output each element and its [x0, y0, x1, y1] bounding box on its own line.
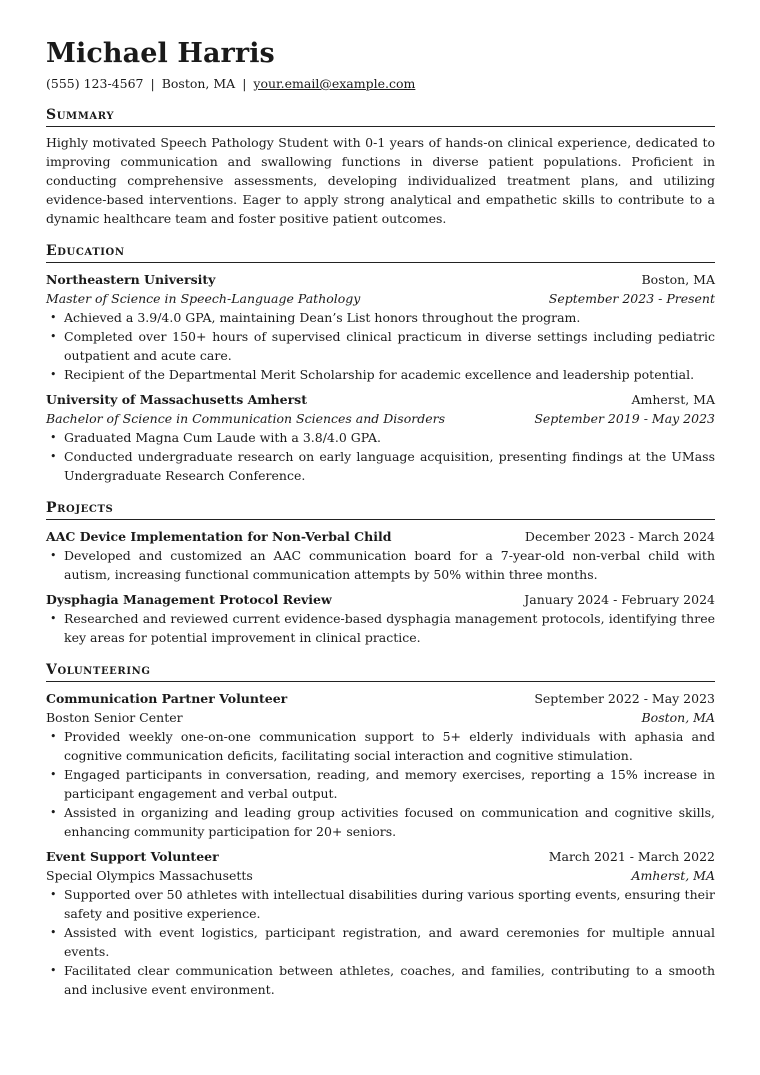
- list-item: [46, 961, 715, 999]
- entry-dates: September 2023 - Present: [548, 291, 715, 306]
- volunteer-entry: [46, 689, 715, 841]
- bullet-text: Assisted in organizing and leading group activities focused on communication and cognitive skills, enhancing community participation for 20+ seniors.: [64, 805, 715, 839]
- bullet-text: Researched and reviewed current evidence-based dysphagia management protocols, identifying three key areas for potential improvement in clinical practice.: [64, 611, 715, 645]
- bullet-list: [46, 609, 715, 647]
- entry-dates: September 2022 - May 2023: [534, 691, 715, 706]
- project-name: Dysphagia Management Protocol Review: [46, 592, 332, 607]
- resume-page: [46, 38, 715, 999]
- summary-text: Highly motivated Speech Pathology Student with 0-1 years of hands-on clinical experience, dedicated to improving communication and swallowing functions in diverse patient populations. Proficient in conducting comprehensive assessments, developing individualized treatment plans, and utilizing evidence-based interventions. Eager to apply strong analytical and empathetic skills to contribute to a dynamic healthcare team and foster positive patient outcomes.: [46, 135, 715, 226]
- education-section: [46, 242, 715, 485]
- entry-header-row: [46, 527, 715, 546]
- project-name: AAC Device Implementation for Non-Verbal Child: [46, 529, 392, 544]
- education-entry: [46, 270, 715, 384]
- resume-name: Michael Harris: [46, 38, 275, 69]
- degree-name: Bachelor of Science in Communication Sciences and Disorders: [46, 411, 446, 426]
- bullet-text: Completed over 150+ hours of supervised clinical practicum in diverse settings including pediatric outpatient and acute care.: [64, 329, 715, 363]
- entry-subheader-row: [46, 866, 715, 885]
- bullet-text: Engaged participants in conversation, reading, and memory exercises, reporting a 15% increase in participant engagement and verbal output.: [64, 767, 715, 801]
- volunteer-location: Boston, MA: [641, 710, 715, 725]
- bullet-list: [46, 428, 715, 485]
- entry-subheader-row: [46, 409, 715, 428]
- bullet-text: Achieved a 3.9/4.0 GPA, maintaining Dean’s List honors throughout the program.: [64, 310, 581, 325]
- bullet-list: [46, 727, 715, 841]
- contact-location: Boston, MA: [161, 76, 236, 91]
- school-name: University of Massachusetts Amherst: [46, 392, 307, 407]
- bullet-text: Developed and customized an AAC communication board for a 7-year-old non-verbal child with autism, increasing functional communication attempts by 50% within three months.: [64, 548, 715, 582]
- entry-dates: September 2019 - May 2023: [534, 411, 715, 426]
- volunteer-entry: [46, 847, 715, 999]
- degree-name: Master of Science in Speech-Language Pathology: [46, 291, 361, 306]
- list-item: [46, 365, 715, 384]
- bullet-text: Assisted with event logistics, participant registration, and award ceremonies for multiple annual events.: [64, 925, 715, 959]
- summary-section: [46, 106, 715, 228]
- bullet-icon: •: [50, 888, 57, 901]
- volunteer-organization: Special Olympics Massachusetts: [46, 868, 253, 883]
- phone-number: (555) 123-4567: [46, 76, 144, 91]
- email-link[interactable]: your.email@example.com: [253, 76, 416, 91]
- bullet-icon: •: [50, 450, 57, 463]
- volunteering-heading: Volunteering: [46, 661, 715, 682]
- volunteer-role: Event Support Volunteer: [46, 849, 219, 864]
- entry-header-row: [46, 270, 715, 289]
- projects-heading: Projects: [46, 499, 715, 520]
- bullet-icon: •: [50, 926, 57, 939]
- volunteer-location: Amherst, MA: [631, 868, 715, 883]
- list-item: [46, 923, 715, 961]
- bullet-text: Recipient of the Departmental Merit Scholarship for academic excellence and leadership potential.: [64, 367, 695, 382]
- bullet-text: Conducted undergraduate research on early language acquisition, presenting findings at the UMass Undergraduate Research Conference.: [64, 449, 715, 483]
- list-item: [46, 609, 715, 647]
- school-name: Northeastern University: [46, 272, 216, 287]
- bullet-text: Supported over 50 athletes with intellectual disabilities during various sporting events, ensuring their safety and positive experience.: [64, 887, 715, 921]
- bullet-icon: •: [50, 964, 57, 977]
- contact-separator: |: [150, 76, 155, 91]
- bullet-text: Facilitated clear communication between athletes, coaches, and families, contributing to a smooth and inclusive event environment.: [64, 963, 715, 997]
- summary-heading: Summary: [46, 106, 715, 127]
- list-item: [46, 803, 715, 841]
- bullet-icon: •: [50, 330, 57, 343]
- entry-subheader-row: [46, 708, 715, 727]
- volunteering-section: [46, 661, 715, 999]
- entry-subheader-row: [46, 289, 715, 308]
- contact-separator: |: [242, 76, 247, 91]
- list-item: [46, 727, 715, 765]
- entry-header-row: [46, 590, 715, 609]
- list-item: [46, 428, 715, 447]
- volunteer-organization: Boston Senior Center: [46, 710, 183, 725]
- school-location: Amherst, MA: [631, 392, 715, 407]
- bullet-icon: •: [50, 549, 57, 562]
- list-item: [46, 327, 715, 365]
- entry-dates: December 2023 - March 2024: [524, 529, 715, 544]
- education-heading: Education: [46, 242, 715, 263]
- project-entry: [46, 527, 715, 584]
- bullet-text: Provided weekly one-on-one communication support to 5+ elderly individuals with aphasia and cognitive communication deficits, facilitating social interaction and cognitive stimulation.: [64, 729, 715, 763]
- list-item: [46, 447, 715, 485]
- entry-dates: January 2024 - February 2024: [524, 592, 715, 607]
- bullet-icon: •: [50, 431, 57, 444]
- bullet-icon: •: [50, 311, 57, 324]
- volunteer-role: Communication Partner Volunteer: [46, 691, 288, 706]
- education-entry: [46, 390, 715, 485]
- list-item: [46, 308, 715, 327]
- list-item: [46, 885, 715, 923]
- bullet-list: [46, 885, 715, 999]
- bullet-icon: •: [50, 806, 57, 819]
- contact-line: [46, 76, 715, 92]
- school-location: Boston, MA: [641, 272, 715, 287]
- bullet-icon: •: [50, 768, 57, 781]
- project-entry: [46, 590, 715, 647]
- entry-dates: March 2021 - March 2022: [548, 849, 715, 864]
- entry-header-row: [46, 847, 715, 866]
- entry-header-row: [46, 390, 715, 409]
- entry-header-row: [46, 689, 715, 708]
- list-item: [46, 546, 715, 584]
- bullet-text: Graduated Magna Cum Laude with a 3.8/4.0 GPA.: [64, 430, 382, 445]
- bullet-icon: •: [50, 368, 57, 381]
- bullet-icon: •: [50, 612, 57, 625]
- bullet-list: [46, 546, 715, 584]
- bullet-list: [46, 308, 715, 384]
- list-item: [46, 765, 715, 803]
- bullet-icon: •: [50, 730, 57, 743]
- projects-section: [46, 499, 715, 647]
